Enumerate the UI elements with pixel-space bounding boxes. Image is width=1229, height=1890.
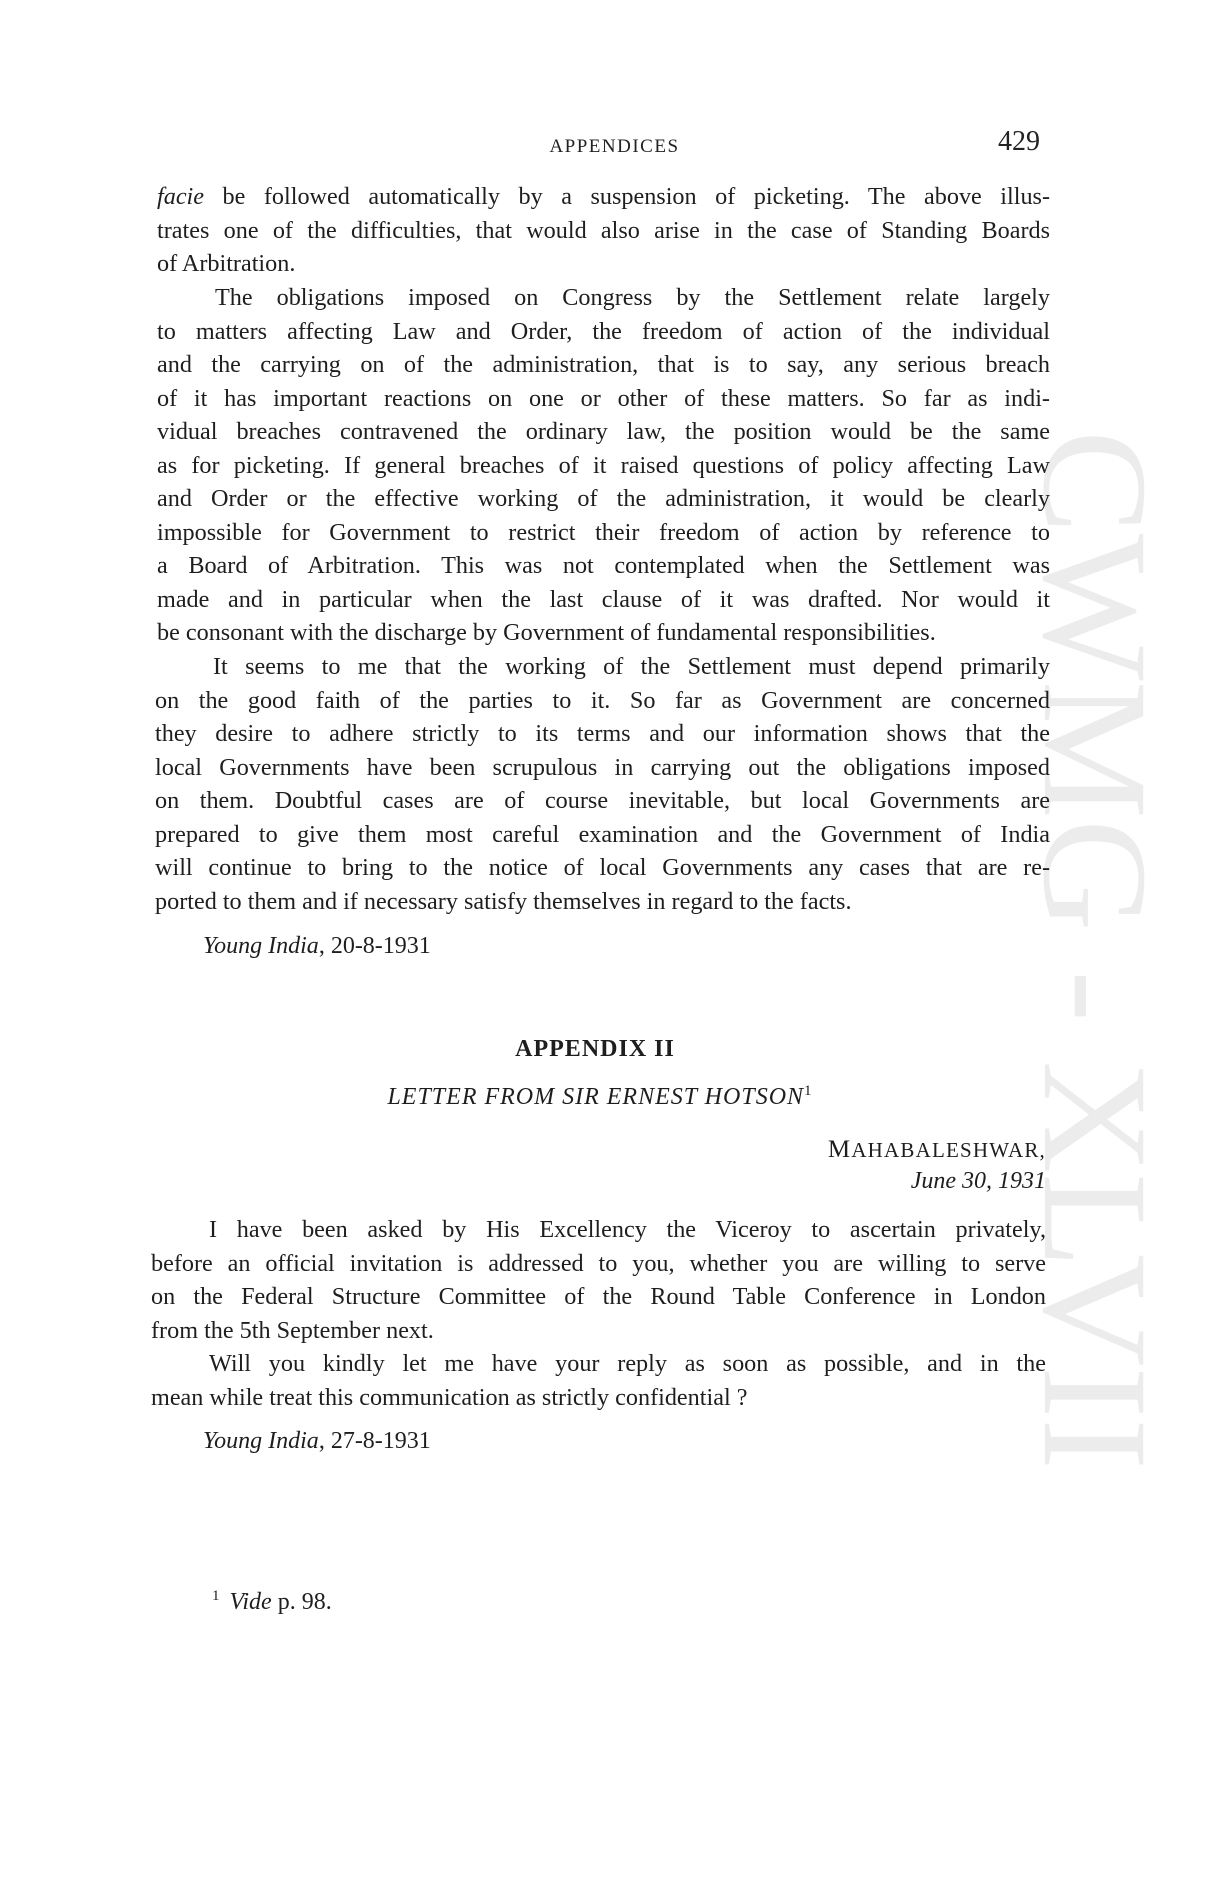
running-title: APPENDICES [549, 136, 680, 157]
text-line: vidual breaches contravened the ordinary law, the position would be the same [157, 418, 1050, 445]
text-fragment: be followed automatically by a suspension of picketing. The above illus- [204, 183, 1050, 210]
text-line: from the 5th September next. [151, 1316, 434, 1344]
letter-paragraph-1 [151, 1213, 1046, 1347]
footnote-marker: 1 [804, 1083, 813, 1099]
text-line: before an official invitation is addressed to you, whether you are willing to serve [151, 1249, 1046, 1277]
text-line: The obligations imposed on Congress by the Settlement relate largely [215, 284, 1050, 311]
text-line: of it has important reactions on one or other of these matters. So far as indi- [157, 384, 1050, 412]
letter-date: June 30, 1931 [910, 1168, 1046, 1194]
page-number: 429 [998, 126, 1040, 157]
footnote [212, 1588, 332, 1616]
text-line [157, 180, 1050, 214]
continuation-paragraph [157, 180, 1050, 281]
letter-paragraph-2 [151, 1347, 1046, 1414]
place-rest: AHABALESHWAR, [851, 1138, 1046, 1162]
italic-term: facie [157, 183, 205, 210]
text-line: made and in particular when the last clause of it was drafted. Nor would it [157, 585, 1050, 613]
text-line: trates one of the difficulties, that would also arise in the case of Standing Boards [157, 216, 1050, 244]
footnote-vide: Vide [229, 1589, 272, 1615]
text-line: on them. Doubtful cases are of course inevitable, but local Governments are [155, 787, 1050, 814]
appendix-subtitle [0, 1083, 1200, 1111]
text-line: they desire to adhere strictly to its terms and our information shows that the [155, 720, 1050, 747]
footnote-number: 1 [212, 1588, 220, 1604]
text-line: and Order or the effective working of the administration, it would be clearly [157, 485, 1050, 512]
text-line: as for picketing. If general breaches of it raised questions of policy affecting Law [157, 451, 1050, 479]
source-citation [203, 933, 431, 960]
text-line: ported to them and if necessary satisfy themselves in regard to the facts. [155, 887, 852, 915]
watermark-text: CWMG - XLVII [1012, 430, 1178, 1433]
text-line: prepared to give them most careful examination and the Government of India [155, 820, 1050, 848]
text-line: I have been asked by His Excellency the Viceroy to ascertain privately, [209, 1216, 1046, 1243]
source-citation [203, 1428, 431, 1455]
text-line: mean while treat this communication as strictly confidential ? [151, 1383, 748, 1411]
text-line: local Governments have been scrupulous in carrying out the obligations imposed [155, 753, 1050, 781]
letter-place [828, 1136, 1046, 1164]
text-line: and the carrying on of the administration, that is to say, any serious breach [157, 351, 1050, 378]
source-date: , 20-8-1931 [318, 933, 431, 959]
place-initial: M [827, 1136, 852, 1163]
text-line: impossible for Government to restrict their freedom of action by reference to [157, 518, 1050, 546]
source-publication: Young India [203, 933, 319, 959]
text-line: be consonant with the discharge by Government of fundamental responsibilities. [157, 619, 936, 646]
paragraph-obligations [157, 281, 1050, 650]
footnote-ref: p. 98. [271, 1589, 332, 1615]
subtitle-text: LETTER FROM SIR ERNEST HOTSON [387, 1084, 805, 1110]
text-line: Will you kindly let me have your reply as soon as possible, and in the [209, 1350, 1046, 1377]
appendix-title: APPENDIX II [515, 1036, 675, 1062]
text-line: on the good faith of the parties to it. So far as Government are concerned [155, 686, 1050, 714]
source-publication: Young India [203, 1428, 319, 1454]
text-line: It seems to me that the working of the Settlement must depend primarily [213, 653, 1050, 680]
paragraph-settlement [155, 650, 1050, 918]
text-line: will continue to bring to the notice of local Governments any cases that are re- [155, 854, 1050, 881]
text-line: of Arbitration. [157, 250, 296, 277]
text-line: to matters affecting Law and Order, the freedom of action of the individual [157, 317, 1050, 345]
text-line: on the Federal Structure Committee of the Round Table Conference in London [151, 1283, 1046, 1310]
text-line: a Board of Arbitration. This was not contemplated when the Settlement was [157, 552, 1050, 579]
source-date: , 27-8-1931 [318, 1428, 431, 1454]
